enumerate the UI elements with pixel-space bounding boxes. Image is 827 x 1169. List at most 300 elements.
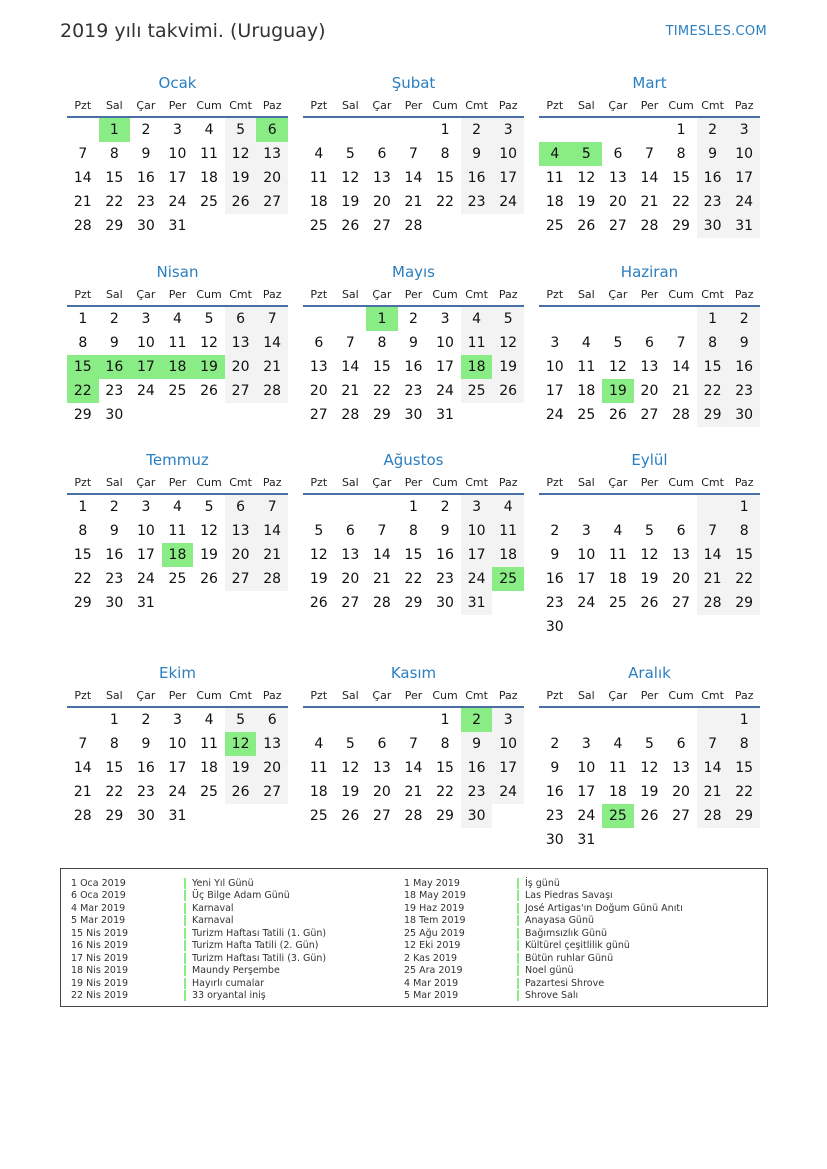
day: 18: [309, 194, 328, 210]
day: 14: [372, 547, 391, 563]
holiday-name: Shrove Salı: [517, 990, 578, 1001]
weekday-label: Paz: [262, 288, 282, 301]
day: 3: [141, 499, 151, 515]
day: 4: [204, 712, 214, 728]
holiday-day: 16: [99, 355, 131, 379]
empty-cell: [303, 307, 335, 331]
day: 1: [440, 712, 450, 728]
day: 1: [440, 122, 450, 138]
day: 23: [728, 379, 760, 403]
day: 26: [200, 383, 218, 399]
day: 20: [640, 383, 659, 399]
holiday-name: Hayırlı cumalar: [184, 978, 264, 989]
weekday-header: [539, 684, 760, 708]
day: 9: [109, 335, 119, 351]
day: 23: [545, 808, 564, 824]
day: 30: [728, 403, 760, 427]
day: 13: [372, 760, 391, 776]
day: 22: [73, 571, 92, 587]
day: 15: [672, 170, 690, 186]
day: 15: [728, 543, 760, 567]
empty-cell: [665, 708, 697, 732]
weekday-label: Çar: [372, 288, 392, 301]
empty-cell: [571, 307, 603, 331]
holiday-day: 18: [162, 543, 194, 567]
day: 17: [436, 359, 454, 375]
day: 6: [256, 708, 288, 732]
weekday-label: Cmt: [229, 476, 252, 489]
day: 19: [225, 166, 257, 190]
day: 2: [550, 523, 560, 539]
weekday-label: Çar: [608, 689, 628, 702]
day: 8: [109, 736, 119, 752]
holiday-name: Bağımsızlık Günü: [517, 928, 607, 939]
day: 13: [225, 331, 257, 355]
day: 8: [676, 146, 686, 162]
site-link[interactable]: TIMESLES.COM: [665, 24, 767, 39]
day: 12: [225, 142, 257, 166]
day: 9: [550, 760, 560, 776]
day: 24: [577, 808, 596, 824]
day: 21: [697, 780, 729, 804]
day: 16: [461, 756, 493, 780]
day: 9: [697, 142, 729, 166]
weekday-label: Çar: [608, 99, 628, 112]
day: 6: [645, 335, 654, 351]
holiday-date: 18 Nis 2019: [71, 965, 128, 977]
empty-cell: [571, 495, 603, 519]
holiday-row: [394, 990, 683, 1003]
day: 6: [345, 523, 355, 539]
weekday-header: [303, 94, 524, 118]
day: 15: [697, 355, 729, 379]
day: 13: [640, 359, 659, 375]
empty-cell: [634, 495, 666, 519]
weekday-label: Pzt: [310, 476, 328, 489]
holiday-day: 5: [571, 142, 603, 166]
day: 13: [309, 359, 328, 375]
weekday-label: Paz: [734, 99, 754, 112]
month-calendar: [539, 449, 760, 639]
day: 11: [200, 736, 218, 752]
day: 29: [436, 808, 454, 824]
day: 5: [645, 523, 654, 539]
day: 3: [440, 311, 450, 327]
day: 2: [141, 122, 151, 138]
day: 17: [577, 784, 596, 800]
day: 7: [78, 146, 88, 162]
day: 28: [697, 591, 729, 615]
holiday-row: [61, 952, 326, 965]
day: 8: [409, 523, 418, 539]
holiday-day: 19: [193, 355, 225, 379]
day: 2: [461, 118, 493, 142]
day: 10: [577, 760, 596, 776]
day: 14: [256, 519, 288, 543]
day: 5: [225, 708, 257, 732]
day: 12: [200, 335, 218, 351]
day: 11: [200, 146, 218, 162]
holiday-name: 33 oryantal iniş: [184, 990, 266, 1001]
month-name: Mayıs: [392, 263, 435, 281]
weekday-label: Pzt: [74, 476, 92, 489]
weekday-label: Çar: [136, 288, 156, 301]
day: 25: [608, 595, 627, 611]
weekday-label: Sal: [105, 476, 123, 489]
day: 13: [608, 170, 627, 186]
day: 11: [492, 519, 524, 543]
empty-cell: [539, 708, 571, 732]
day: 12: [640, 760, 659, 776]
day: 8: [440, 736, 450, 752]
day: 17: [545, 383, 564, 399]
month-name: Haziran: [620, 263, 679, 281]
holiday-day: 18: [162, 355, 194, 379]
day: 31: [436, 407, 454, 423]
day: 18: [577, 383, 596, 399]
day: 13: [225, 519, 257, 543]
day: 11: [577, 359, 596, 375]
holiday-name: Karnaval: [184, 915, 234, 926]
day: 3: [728, 118, 760, 142]
holiday-name: Noel günü: [517, 965, 574, 976]
weekday-label: Per: [168, 288, 187, 301]
month-name: Şubat: [391, 74, 436, 92]
holiday-day: 15: [67, 355, 99, 379]
weekday-label: Cum: [196, 689, 222, 702]
month-calendar: [539, 261, 760, 427]
day: 9: [409, 335, 418, 351]
day: 15: [372, 359, 391, 375]
weekday-label: Cum: [668, 476, 694, 489]
day: 12: [577, 170, 596, 186]
day: 26: [309, 595, 328, 611]
weekday-label: Pzt: [546, 689, 564, 702]
weekday-label: Sal: [341, 689, 359, 702]
holiday-column-right: [394, 877, 683, 1002]
day: 16: [136, 760, 155, 776]
day: 7: [377, 523, 387, 539]
day: 14: [256, 331, 288, 355]
weekday-label: Sal: [105, 689, 123, 702]
holiday-row: [61, 915, 326, 928]
weekday-label: Pzt: [74, 99, 92, 112]
day: 24: [492, 190, 524, 214]
weekday-label: Cmt: [465, 99, 488, 112]
day: 13: [256, 142, 288, 166]
day: 29: [73, 595, 92, 611]
day: 30: [545, 619, 564, 635]
weekday-label: Sal: [577, 689, 595, 702]
empty-cell: [602, 495, 634, 519]
weekday-label: Pzt: [310, 99, 328, 112]
empty-cell: [571, 118, 603, 142]
day: 16: [728, 355, 760, 379]
holiday-row: [394, 877, 683, 890]
empty-cell: [539, 307, 571, 331]
weekday-header: [303, 283, 524, 307]
weekday-header: [539, 471, 760, 495]
month-name: Eylül: [631, 451, 668, 469]
day: 24: [461, 567, 493, 591]
day: 21: [404, 194, 423, 210]
holiday-date: 25 Ağu 2019: [404, 927, 465, 939]
day: 30: [136, 218, 155, 234]
holiday-day: 18: [461, 355, 493, 379]
day: 4: [314, 146, 324, 162]
day: 28: [672, 407, 690, 423]
day: 3: [141, 311, 151, 327]
day: 26: [225, 190, 257, 214]
day: 16: [436, 547, 454, 563]
holiday-name: Turizm Hafta Tatili (2. Gün): [184, 940, 319, 951]
day: 12: [341, 760, 360, 776]
day: 6: [314, 335, 324, 351]
day: 15: [105, 760, 124, 776]
day: 15: [436, 170, 454, 186]
empty-cell: [366, 495, 398, 519]
day: 20: [372, 194, 391, 210]
day: 14: [697, 543, 729, 567]
weekday-label: Çar: [372, 689, 392, 702]
day: 4: [173, 311, 182, 327]
weekday-label: Pzt: [546, 476, 564, 489]
day: 11: [608, 760, 627, 776]
day: 25: [200, 784, 218, 800]
empty-cell: [335, 708, 367, 732]
day: 4: [461, 307, 493, 331]
day-grid: [67, 307, 288, 427]
weekday-label: Pzt: [310, 689, 328, 702]
holiday-column-left: [61, 877, 326, 1002]
day: 21: [256, 355, 288, 379]
day: 15: [404, 547, 423, 563]
holiday-date: 4 Mar 2019: [71, 902, 126, 914]
day: 25: [461, 379, 493, 403]
day: 19: [577, 194, 596, 210]
holiday-name: José Artigas'ın Doğum Günü Anıtı: [517, 903, 683, 914]
day: 8: [78, 523, 88, 539]
day: 24: [492, 780, 524, 804]
weekday-label: Cum: [432, 689, 458, 702]
day: 24: [168, 784, 187, 800]
weekday-label: Cmt: [701, 476, 724, 489]
empty-cell: [539, 495, 571, 519]
holiday-date: 18 Tem 2019: [404, 915, 466, 927]
weekday-label: Per: [404, 99, 423, 112]
day: 11: [309, 170, 328, 186]
day-grid: [539, 495, 760, 639]
day: 12: [309, 547, 328, 563]
day: 12: [492, 331, 524, 355]
day: 28: [372, 595, 391, 611]
day: 21: [404, 784, 423, 800]
day: 4: [204, 122, 214, 138]
day: 28: [256, 567, 288, 591]
day: 23: [105, 571, 124, 587]
day: 30: [436, 595, 454, 611]
day: 27: [372, 218, 391, 234]
day: 17: [492, 166, 524, 190]
day: 27: [256, 780, 288, 804]
holiday-date: 18 May 2019: [404, 890, 466, 902]
day: 11: [168, 523, 187, 539]
day: 9: [440, 523, 450, 539]
day: 21: [341, 383, 360, 399]
holiday-name: İş günü: [517, 878, 560, 889]
holiday-date: 5 Mar 2019: [71, 915, 126, 927]
month-name: Ağustos: [383, 451, 444, 469]
holiday-date: 19 Nis 2019: [71, 977, 128, 989]
day: 24: [436, 383, 454, 399]
month-calendar: [303, 662, 524, 828]
day: 26: [341, 218, 360, 234]
day: 1: [728, 708, 760, 732]
day: 12: [341, 170, 360, 186]
day: 25: [577, 407, 596, 423]
day: 1: [409, 499, 418, 515]
weekday-label: Per: [640, 99, 659, 112]
day-grid: [303, 118, 524, 238]
day: 10: [492, 732, 524, 756]
day: 7: [256, 307, 288, 331]
day: 30: [136, 808, 155, 824]
day: 22: [697, 379, 729, 403]
day: 19: [492, 355, 524, 379]
day: 17: [492, 756, 524, 780]
day: 8: [377, 335, 387, 351]
holiday-row: [394, 977, 683, 990]
day: 28: [73, 808, 92, 824]
weekday-label: Sal: [577, 288, 595, 301]
holiday-name: Yeni Yıl Günü: [184, 878, 254, 889]
empty-cell: [697, 495, 729, 519]
weekday-label: Per: [404, 288, 423, 301]
holiday-row: [61, 965, 326, 978]
weekday-label: Cmt: [229, 99, 252, 112]
day: 11: [545, 170, 564, 186]
empty-cell: [335, 118, 367, 142]
weekday-label: Cum: [196, 99, 222, 112]
weekday-label: Cum: [668, 288, 694, 301]
day: 7: [676, 335, 686, 351]
day: 10: [545, 359, 564, 375]
weekday-label: Paz: [262, 689, 282, 702]
empty-cell: [67, 118, 99, 142]
day: 13: [372, 170, 391, 186]
day: 27: [672, 808, 690, 824]
day: 9: [109, 523, 119, 539]
day: 8: [697, 331, 729, 355]
empty-cell: [602, 118, 634, 142]
day: 5: [645, 736, 654, 752]
day: 14: [697, 756, 729, 780]
holiday-name: Karnaval: [184, 903, 234, 914]
day: 25: [168, 383, 187, 399]
day: 5: [204, 311, 214, 327]
day: 7: [697, 519, 729, 543]
day: 20: [309, 383, 328, 399]
day: 20: [372, 784, 391, 800]
empty-cell: [634, 307, 666, 331]
day: 31: [728, 214, 760, 238]
day: 1: [78, 311, 88, 327]
empty-cell: [398, 118, 430, 142]
day: 4: [492, 495, 524, 519]
day: 5: [345, 736, 355, 752]
day: 4: [581, 335, 591, 351]
day-grid: [303, 495, 524, 615]
day: 18: [309, 784, 328, 800]
day: 9: [550, 547, 560, 563]
holiday-name: Las Piedras Savaşı: [517, 890, 613, 901]
day-grid: [539, 307, 760, 427]
day: 2: [141, 712, 151, 728]
weekday-label: Cum: [432, 99, 458, 112]
day: 7: [409, 736, 418, 752]
day: 9: [461, 732, 493, 756]
day: 26: [225, 780, 257, 804]
holiday-row: [394, 927, 683, 940]
day: 3: [492, 708, 524, 732]
day: 15: [73, 547, 92, 563]
holiday-day: 12: [225, 732, 257, 756]
day: 27: [225, 379, 257, 403]
holiday-name: Üç Bilge Adam Günü: [184, 890, 290, 901]
day: 5: [613, 335, 623, 351]
day: 29: [728, 591, 760, 615]
day: 14: [341, 359, 360, 375]
day: 28: [697, 804, 729, 828]
empty-cell: [366, 118, 398, 142]
day: 31: [168, 808, 187, 824]
day: 10: [577, 547, 596, 563]
day: 5: [204, 499, 214, 515]
day: 23: [461, 190, 493, 214]
weekday-label: Çar: [608, 288, 628, 301]
empty-cell: [335, 307, 367, 331]
empty-cell: [366, 708, 398, 732]
day: 29: [672, 218, 690, 234]
weekday-label: Çar: [372, 476, 392, 489]
holiday-row: [61, 902, 326, 915]
day: 14: [73, 170, 92, 186]
day: 30: [545, 832, 564, 848]
weekday-label: Paz: [498, 99, 518, 112]
day: 22: [105, 784, 124, 800]
holiday-row: [61, 990, 326, 1003]
day: 24: [545, 407, 564, 423]
day: 29: [105, 808, 124, 824]
holiday-list: [60, 868, 768, 1007]
page-title: 2019 yılı takvimi. (Uruguay): [60, 20, 326, 42]
day: 4: [314, 736, 324, 752]
day: 19: [640, 571, 659, 587]
empty-cell: [335, 495, 367, 519]
day: 15: [436, 760, 454, 776]
day: 12: [200, 523, 218, 539]
day: 21: [640, 194, 659, 210]
day-grid: [67, 118, 288, 238]
day: 25: [545, 218, 564, 234]
holiday-row: [394, 915, 683, 928]
day: 23: [136, 784, 155, 800]
month-calendar: [67, 662, 288, 828]
day: 15: [728, 756, 760, 780]
weekday-label: Paz: [734, 476, 754, 489]
day: 29: [105, 218, 124, 234]
day: 11: [608, 547, 627, 563]
